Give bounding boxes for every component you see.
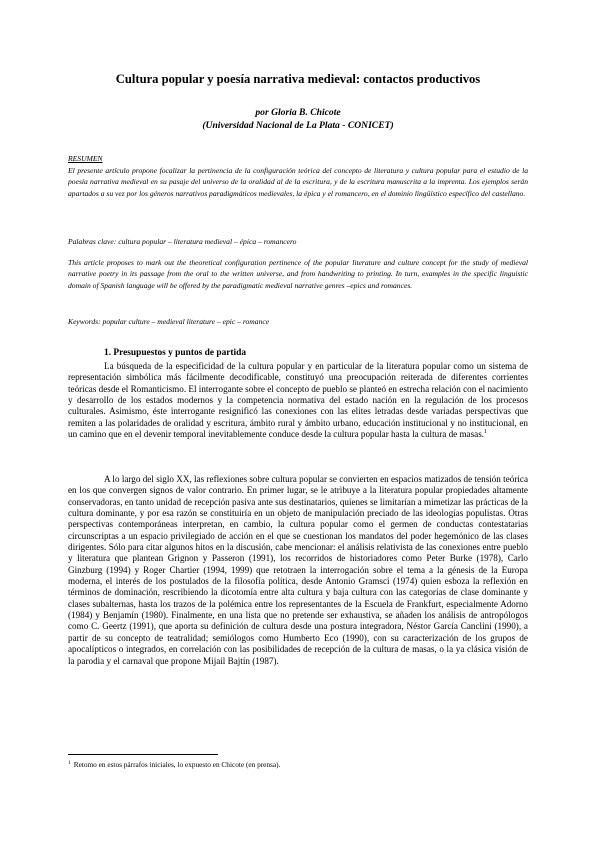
author-name: por Gloria B. Chicote [255, 107, 341, 118]
resumen-heading: RESUMEN [68, 154, 103, 163]
article-title: Cultura popular y poesía narrativa medieval: contactos productivos [115, 72, 481, 86]
footnote-number: 1 [68, 759, 71, 766]
author-affiliation: (Universidad Nacional de La Plata - CONICET) [202, 120, 394, 131]
author-block [68, 106, 528, 132]
body-paragraph-1-text: La búsqueda de la especificidad de la cultura popular y en particular de la literatura popular como un sistema de representación simbólica más fácilmente decodificable, constituyó una preocupación reiterada de diferentes corrientes teóricas desde el Romanticismo. El interrogante sobre el concepto de pueblo se planteó en estrecha relación con el nacimiento y desarrollo de los estados modernos y la competencia normativa del estado nación en la regulación de los procesos culturales. Asimismo, éste interrogante resignificó las conexiones con las elites letradas desde variadas perspectivas que remiten a las polaridades de oralidad y escritura, ámbito rural y ámbito urbano, educación institucional y no institucional, en un camino que en el devenir temporal inevitablemente conduce desde la cultura popular hasta la cultura de masas. [68, 361, 528, 440]
palabras-clave: Palabras clave: cultura popular – literatura medieval – épica – romancero [68, 237, 297, 246]
body-paragraph-2: A lo largo del siglo XX, las reflexiones sobre cultura popular se convierten en espacios matizados de tensión teórica en los que convergen signos de valor contrario. En primer lugar, se le atribuye a la literatura popular propiedades altamente conservadoras, en tanto unidad de recepción pasiva ante sus destinatarios, quienes se limitarían a mimetizar las prácticas de la cultura dominante, y por esa razón se constituiría en un objeto de manipulación preciado de las ideologías populistas. Otras perspectivas contemporáneas interpretan, en cambio, la cultura popular como el germen de conductas contestatarias circunscriptas a un espacio privilegiado de acción en el que se cuestionan los mandatos del poder hegemónico de las clases dirigentes. Sólo para citar algunos hitos en la discusión, cabe mencionar: el análisis relativista de las conexiones entre pueblo y literatura que plantean Grignon y Passeron (1991), los recorridos de historiadores como Peter Burke (1978), Carlo Ginzburg (1994) y Roger Chartier (1994, 1999) que retotraen la interrogación sobre el tema a la génesis de la Europa moderna, el interés de los postulados de la filosofía política, desde Antonio Gramsci (1974) quien esboza la reflexión en términos de dominación, rescribiendo la dicotomía entre alta cultura y baja cultura con las categorías de clase dominante y clases subalternas, hasta los trazos de la polémica entre los representantes de la Escuela de Frankfurt, especialmente Adorno (1984) y Benjamín (1980). Finalmente, en una lista que no pretende ser exhaustiva, se añaden los análisis de antropólogos como C. Geertz (1991), que aporta su definición de cultura desde una postura integradora, Néstor García Canclini (1990), a partir de su concepto de teatralidad; semiólogos como Humberto Eco (1990), con su caracterización de los grupos de apocalípticos o integrados, en correlación con las posibilidades de recepción de la cultura de masas, o la ya clásica visión de la parodia y el carnaval que propone Mijail Bajtín (1987). [68, 474, 528, 666]
footnote-text: Retomo en estos párrafos iniciales, lo expuesto en Chicote (en prensa). [73, 760, 281, 769]
section-heading: 1. Presupuestos y puntos de partida [104, 348, 247, 358]
resumen-text: El presente artículo propone focalizar la pertinencia de la configuración teórica del concepto de literatura y cultura popular para el estudio de la poesía narrativa medieval en su pasaje del universo de la oralidad al de la escritura, y de la escritura manuscrita a la imprenta. Los ejemplos serán apartados a su vez por los géneros narrativos paradigmáticos medievales, la épica y el romancero, en el dominio lingüístico específico del castellano. [68, 166, 528, 198]
footnote [68, 760, 528, 770]
body-paragraph-1 [68, 361, 528, 440]
footnote-reference: 1 [484, 429, 488, 436]
english-keywords: Keywords: popular culture – medieval literature – epic – romance [68, 317, 270, 326]
abstract-english-text: This article proposes to mark out the theoretical configuration pertinence of the popular literature and culture concept for the study of medieval narrative poetry in its passage from the oral to the written universe, and from handwriting to printing. In turn, examples in the specific linguistic domain of Spanish language will be offered by the paradigmatic medieval narrative genres –epics and romances. [68, 258, 528, 290]
footnote-separator [68, 754, 218, 755]
